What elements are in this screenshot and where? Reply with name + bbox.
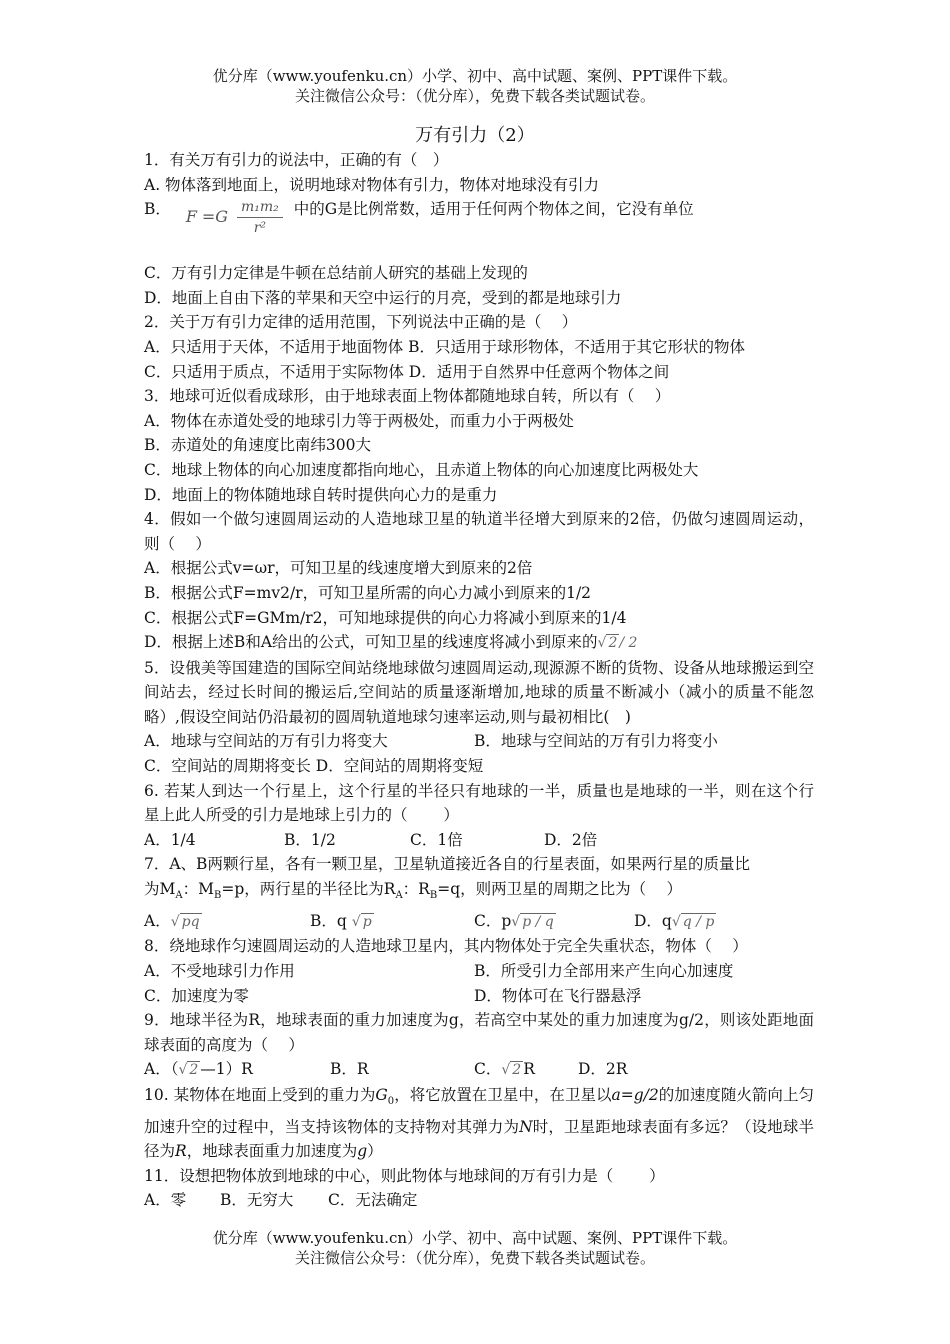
q9-options [144,1057,814,1083]
q1-option-a: A. 物体落到地面上，说明地球对物体有引力，物体对地球没有引力 [144,175,600,194]
footer-line-1: 优分库（www.youfenku.cn）小学、初中、高中试题、案例、PPT课件下载。 [212,1229,738,1247]
q6-option-c: C．1倍 [410,830,463,849]
q7-option-a: A．√ pq [144,909,310,935]
sqrt-2: √ 2 [501,1062,522,1079]
sqrt-p-over-q: √ p / q [511,913,554,930]
q4-option-b: B．根据公式F=mv2/r，可知卫星所需的向心力减小到原来的1/2 [144,583,592,602]
q4-option-d-text: D．根据上述B和A给出的公式，可知卫星的线速度将减小到原来的 [144,633,598,652]
q7-option-b: B．q √ p [310,909,474,935]
q5-option-b: B．地球与空间站的万有引力将变小 [474,732,718,751]
page-header [0,66,950,106]
q7-stem-line2: 为$M_A$：$M_B=p$，两行星的半径比为$R_A$：$R_B=q$，则两卫星的周期之比为（ ） [144,880,683,902]
q8-option-b: B．所受引力全部用来产生向心加速度 [474,961,734,980]
q11-option-a: A．零 [144,1191,187,1210]
q3-option-d: D．地面上的物体随地球自转时提供向心力的是重力 [144,485,498,504]
q1-option-b-text: 中的G是比例常数，适用于任何两个物体之间，它没有单位 [293,199,694,218]
q3-option-b: B．赤道处的角速度比南纬300大 [144,436,371,455]
question-list [144,148,814,1213]
q1-option-c: C．万有引力定律是牛顿在总结前人研究的基础上发现的 [144,264,528,283]
q8-option-d: D．物体可在飞行器悬浮 [474,986,642,1005]
q9-option-d: D．2R [578,1060,628,1079]
q5-option-a: A．地球与空间站的万有引力将变大 [144,732,388,751]
q4-option-d [144,630,814,656]
q9-option-c: C．√ 2 R [474,1057,578,1083]
q7-option-c: C．p√ p / q [474,909,634,935]
q4-option-a: A．根据公式v=ωr，可知卫星的线速度增大到原来的2倍 [144,559,533,578]
q6-option-a: A．1/4 [144,830,196,849]
q11-options [144,1188,814,1213]
q8-stem: 8．绕地球作匀速圆周运动的人造地球卫星内，其内物体处于完全失重状态，物体（ ） [144,937,748,956]
q1-option-b-prefix: B． [144,199,171,218]
header-line-2: 关注微信公众号：（优分库），免费下载各类试题试卷。 [294,87,655,105]
q2-stem: 2．关于万有引力定律的适用范围，下列说法中正确的是（ ） [144,313,578,332]
q7-stem-line1: 7．A、B两颗行星，各有一颗卫星，卫星轨道接近各自的行星表面，如果两行星的质量比 [144,855,750,874]
q8-option-c: C．加速度为零 [144,986,249,1005]
formula-fraction [237,197,283,238]
q7-option-d: D．q√ q / p [634,909,716,935]
q1-option-b: B． F =G $\frac{\text{m₁m₂}}{\text{r²}}$ 中的G是比例常数，适用于任何两个物体之间，它没有单位 [144,199,694,237]
q10-stem: 10. 某物体在地面上受到的重力为$G_0$，将它放置在卫星中，在卫星以a=g/2的加速度随火箭向上匀加速升空的过程中，当支持该物体的支持物对其弹力为N时，卫星距地球表面有多远？（设地球半径为R，地球表面重力加速度为g） [144,1085,814,1161]
sqrt-2: √ 2 [178,1062,199,1079]
q4-stem: 4．假如一个做匀速圆周运动的人造地球卫星的轨道半径增大到原来的2倍，仍做匀速圆周运动，则（ ） [144,510,814,553]
footer-line-2: 关注微信公众号：（优分库），免费下载各类试题试卷。 [294,1249,655,1267]
header-line-1: 优分库（www.youfenku.cn）小学、初中、高中试题、案例、PPT课件下载。 [212,67,738,85]
q8-option-cd [144,984,814,1009]
page-footer [0,1228,950,1268]
sqrt-p: √ p [351,913,372,930]
q11-option-b: B．无穷大 [220,1191,294,1210]
q1-option-d: D．地面上自由下落的苹果和天空中运行的月亮，受到的都是地球引力 [144,288,622,307]
q1-stem: 1．有关万有引力的说法中，正确的有（ ） [144,151,449,169]
sqrt-pq: √ pq [170,913,200,930]
formula-g: G [215,207,229,227]
q11-option-c: C．无法确定 [328,1191,418,1210]
q8-option-a: A．不受地球引力作用 [144,961,295,980]
page-title: 万有引力（2） [415,125,535,146]
q5-option-ab [144,729,814,754]
formula-denominator: r² [253,220,267,237]
q3-stem: 3．地球可近似看成球形，由于地球表面上物体都随地球自转，所以有（ ） [144,387,671,406]
q5-stem: 5．设俄美等国建造的国际空间站绕地球做匀速圆周运动,现源源不断的货物、设备从地球搬运到空间站去，经过长时间的搬运后,空间站的质量逐渐增加,地球的质量不断减小（减小的质量不能忽略）,假设空间站仍沿最初的圆周轨道地球匀速率运动,则与最初相比( ) [144,658,814,726]
formula-numerator: m₁m₂ [237,197,283,218]
q3-option-c: C．地球上物体的向心加速度都指向地心，且赤道上物体的向心加速度比两极处大 [144,460,699,479]
q7-options [144,909,814,935]
q3-option-a: A．物体在赤道处受的地球引力等于两极处，而重力小于两极处 [144,411,574,430]
q6-stem: 6. 若某人到达一个行星上，这个行星的半径只有地球的一半，质量也是地球的一半，则在这个行星上此人所受的引力是地球上引力的（ ） [144,781,814,825]
q8-option-ab [144,959,814,984]
q9-option-a: A．（√ 2 —1）R [144,1057,330,1083]
q5-option-cd: C．空间站的周期将变长 D．空间站的周期将变短 [144,757,484,776]
sqrt-q-over-p: √ q / p [671,913,715,930]
q9-stem: 9．地球半径为R，地球表面的重力加速度为g，若高空中某处的重力加速度为g/2，则该处距地面球表面的高度为（ ） [144,1011,814,1054]
q9-option-b: B．R [330,1060,369,1079]
q11-stem: 11．设想把物体放到地球的中心，则此物体与地球间的万有引力是（ ） [144,1166,665,1185]
q6-option-b: B．1/2 [284,830,336,849]
sqrt-2-over-2: √ 2 / 2 [597,635,638,652]
formula-f: F [185,207,197,227]
q6-options [144,828,814,853]
q6-option-d: D．2倍 [544,830,598,849]
q2-option-cd: C．只适用于质点，不适用于实际物体 D．适用于自然界中任意两个物体之间 [144,362,670,381]
q2-option-ab: A．只适用于天体，不适用于地面物体 B．只适用于球形物体，不适用于其它形状的物体 [144,337,746,356]
q4-option-c: C．根据公式F=GMm/r2，可知地球提供的向心力将减小到原来的1/4 [144,608,627,627]
